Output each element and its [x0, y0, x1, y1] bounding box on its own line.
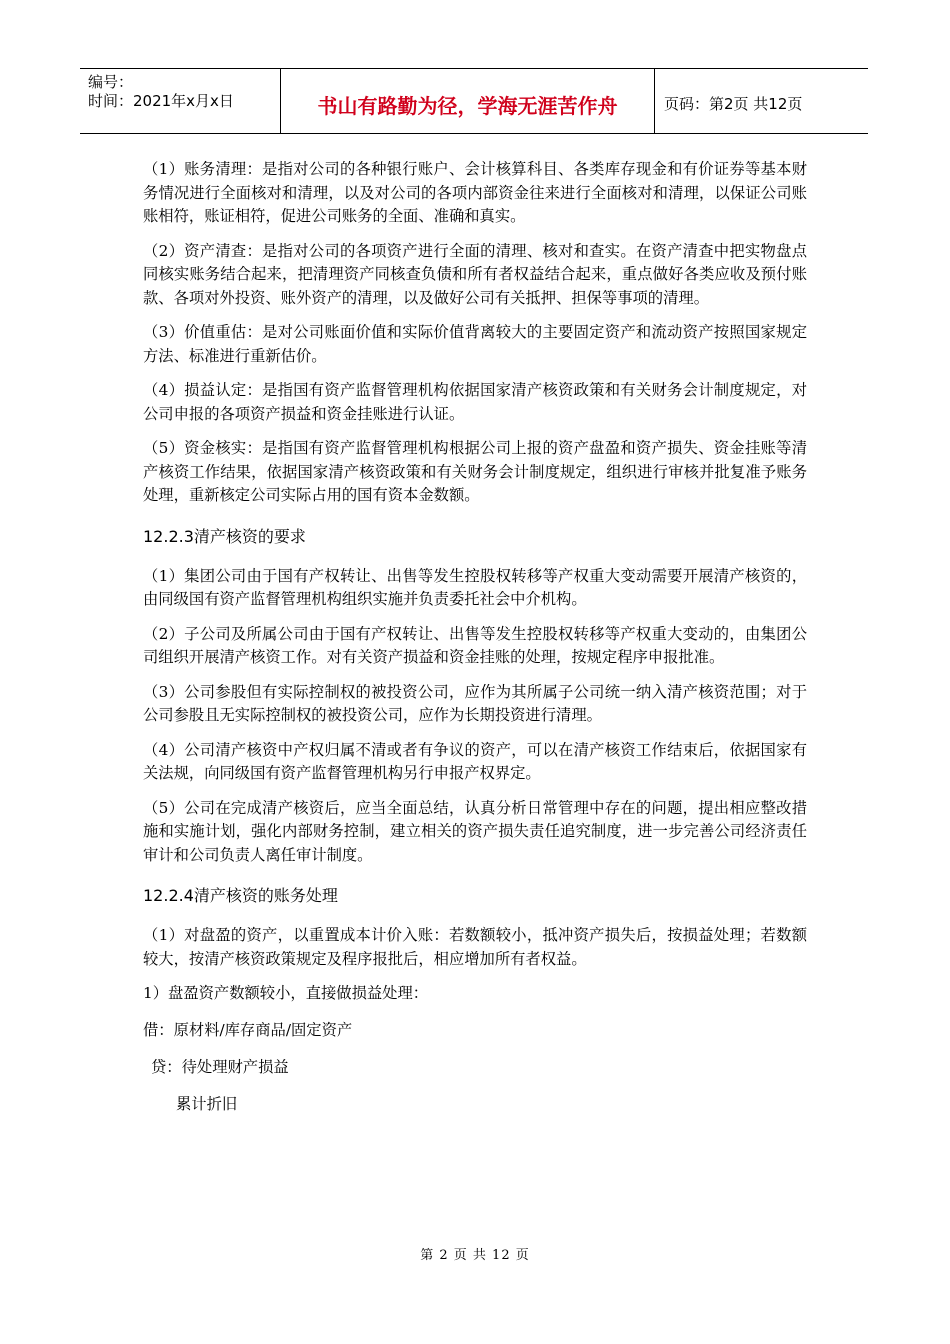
document-number-label: 编号：	[88, 73, 134, 91]
page-header	[80, 68, 868, 134]
requirement-paragraph: （2）子公司及所属公司由于国有产权转让、出售等发生控股权转移等产权重大变动的，由集团公司组织开展清产核资工作。对有关资产损益和资金挂账的处理，按规定程序申报批准。	[143, 624, 807, 666]
definition-paragraph: （5）资金核实：是指国有资产监督管理机构根据公司上报的资产盘盈和资产损失、资金挂账等清产核资工作结果，依据国家清产核资政策和有关财务会计制度规定，组织进行审核并批复准予账务处理，重新核定公司实际占用的国有资本金数额。	[143, 439, 807, 504]
document-time-label: 时间：2021年x月x日	[88, 92, 234, 110]
accounting-case-line: 1）盘盈资产数额较小，直接做损益处理：	[143, 984, 429, 1002]
credit-sub-entry: 累计折旧	[176, 1095, 238, 1113]
document-body	[143, 158, 807, 1130]
definition-paragraph: （3）价值重估：是对公司账面价值和实际价值背离较大的主要固定资产和流动资产按照国家规定方法、标准进行重新估价。	[143, 323, 807, 365]
credit-entry: 贷：待处理财产损益	[151, 1058, 289, 1076]
header-page-info: 页码：第2页 共12页	[664, 94, 803, 113]
section-heading-requirements: 12.2.3清产核资的要求	[143, 526, 306, 546]
requirement-paragraph: （4）公司清产核资中产权归属不清或者有争议的资产，可以在清产核资工作结束后，依据国家有关法规，向同级国有资产监督管理机构另行申报产权界定。	[143, 740, 807, 782]
requirement-paragraph: （1）集团公司由于国有产权转让、出售等发生控股权转移等产权重大变动需要开展清产核资的，由同级国有资产监督管理机构组织实施并负责委托社会中介机构。	[143, 566, 807, 608]
header-motto: 书山有路勤为径，学海无涯苦作舟	[281, 69, 655, 133]
requirement-paragraph: （3）公司参股但有实际控制权的被投资公司，应作为其所属子公司统一纳入清产核资范围；对于公司参股且无实际控制权的被投资公司，应作为长期投资进行清理。	[143, 682, 807, 724]
accounting-intro-paragraph: （1）对盘盈的资产，以重置成本计价入账：若数额较小，抵冲资产损失后，按损益处理；若数额较大，按清产核资政策规定及程序报批后，相应增加所有者权益。	[143, 926, 807, 968]
page-footer: 第 2 页 共 12 页	[420, 1248, 530, 1263]
definition-paragraph: （1）账务清理：是指对公司的各种银行账户、会计核算科目、各类库存现金和有价证券等基本财务情况进行全面核对和清理，以及对公司的各项内部资金往来进行全面核对和清理，以保证公司账账相符，账证相符，促进公司账务的全面、准确和真实。	[143, 160, 807, 225]
section-heading-accounting: 12.2.4清产核资的账务处理	[143, 886, 338, 905]
requirement-paragraph: （5）公司在完成清产核资后，应当全面总结，认真分析日常管理中存在的问题，提出相应整改措施和实施计划，强化内部财务控制，建立相关的资产损失责任追究制度，进一步完善公司经济责任审计和公司负责人离任审计制度。	[143, 798, 807, 864]
definition-paragraph: （4）损益认定：是指国有资产监督管理机构依据国家清产核资政策和有关财务会计制度规定，对公司申报的各项资产损益和资金挂账进行认证。	[143, 381, 807, 423]
header-meta	[80, 69, 281, 133]
debit-entry: 借：原材料/库存商品/固定资产	[143, 1021, 353, 1039]
definition-paragraph: （2）资产清查：是指对公司的各项资产进行全面的清理、核对和查实。在资产清查中把实物盘点同核实账务结合起来，把清理资产同核查负债和所有者权益结合起来，重点做好各类应收及预付账款、各项对外投资、账外资产的清理，以及做好公司有关抵押、担保等事项的清理。	[143, 241, 807, 307]
